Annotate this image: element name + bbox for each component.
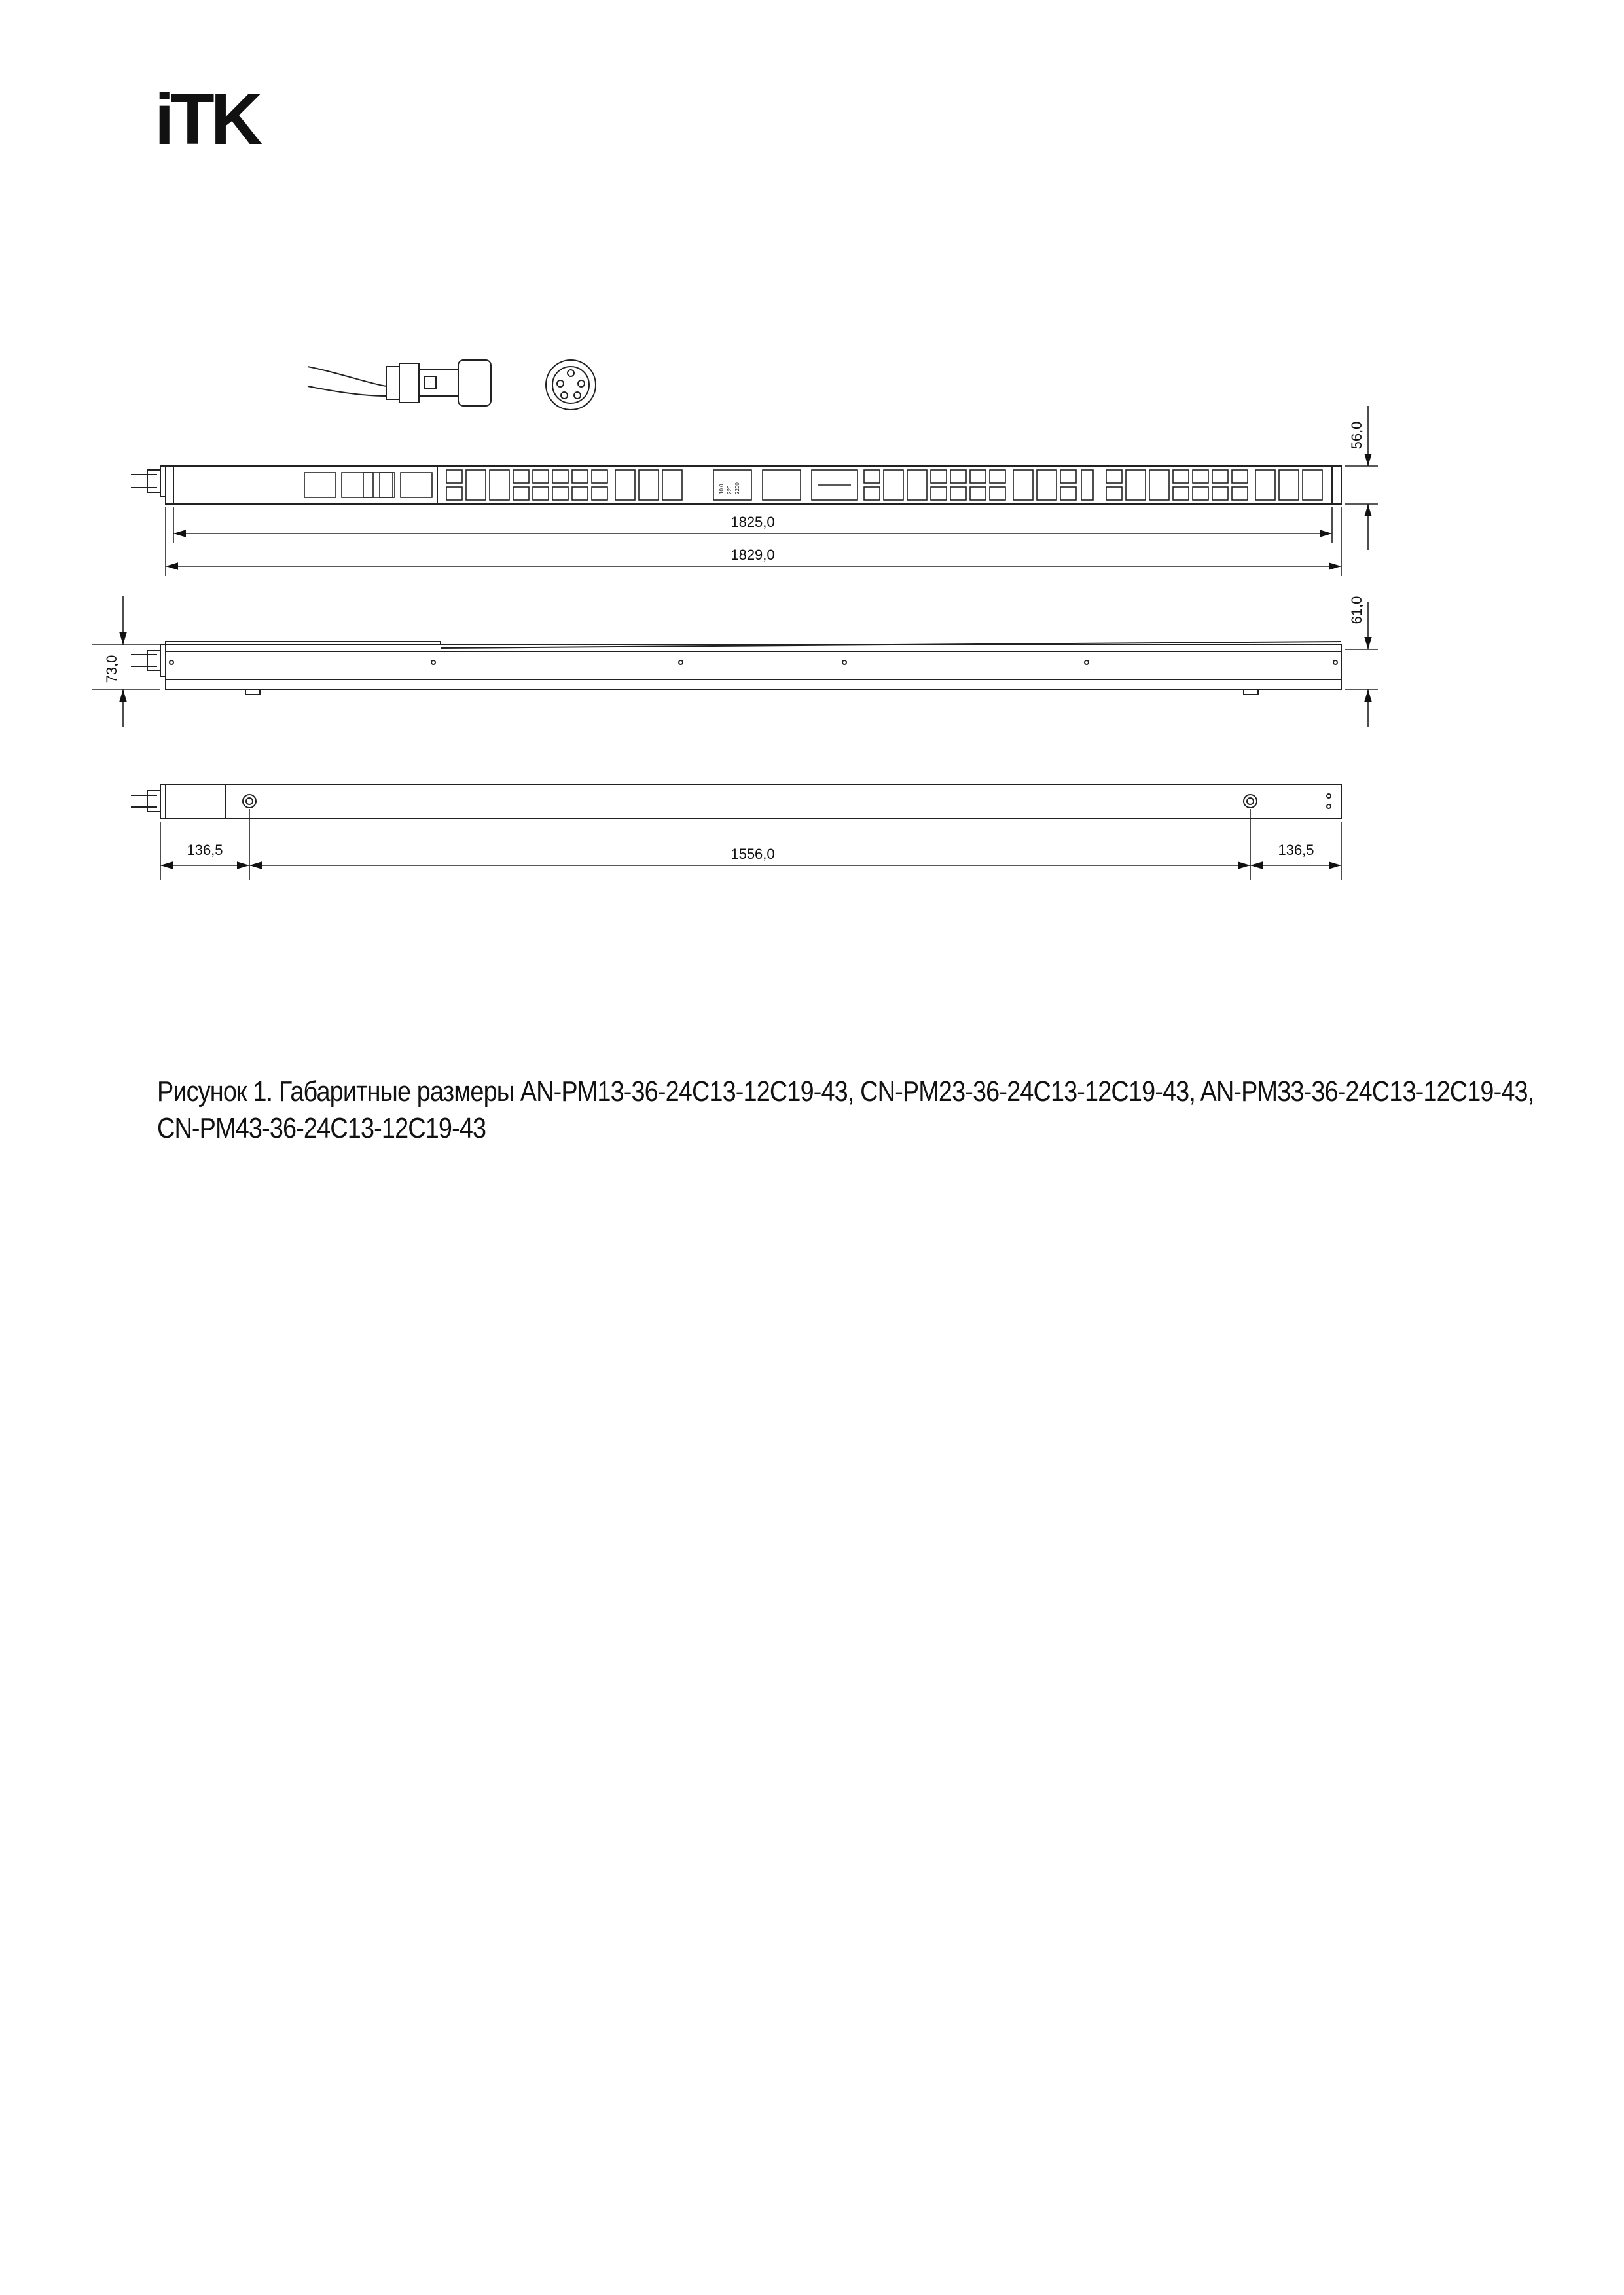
- dim-136-5-left: 136,5: [187, 842, 223, 858]
- dim-1825: 1825,0: [731, 514, 775, 530]
- outlet-group-2: [864, 470, 1093, 500]
- side-dimensions: [92, 596, 1378, 727]
- dim-1556: 1556,0: [731, 846, 775, 862]
- caption-line-2: CN-PM43-36-24C13-12C19-43: [157, 1112, 486, 1144]
- caption-line-1: Рисунок 1. Габаритные размеры AN-PM13-36-24C13-12C19-43, CN-PM23-36-24C13-12C19-43, AN-PM33-36-24C13-12C19-43,: [157, 1075, 1534, 1108]
- pdu-back-view: [131, 784, 1341, 818]
- plug-face-view: [546, 360, 596, 410]
- svg-text:iTK: iTK: [154, 85, 259, 151]
- plug-side-view: [308, 360, 491, 406]
- breakers: [304, 473, 432, 497]
- outlet-group-1: [446, 470, 682, 500]
- dim-136-5-right: 136,5: [1278, 842, 1314, 858]
- panel-label-1: 10.0: [719, 484, 725, 494]
- back-dimensions: [160, 809, 1341, 880]
- dim-61: 61,0: [1348, 596, 1365, 624]
- panel-label-2: 220: [727, 485, 732, 494]
- pdu-side-view: [131, 642, 1341, 695]
- technical-drawing: [0, 0, 1624, 982]
- outlet-group-3: [1106, 470, 1322, 500]
- panel-label-3: 2200: [734, 482, 740, 494]
- dim-56: 56,0: [1348, 421, 1365, 450]
- dim-73: 73,0: [103, 655, 120, 683]
- figure-caption: [157, 1074, 1534, 1147]
- dim-1829: 1829,0: [731, 547, 775, 563]
